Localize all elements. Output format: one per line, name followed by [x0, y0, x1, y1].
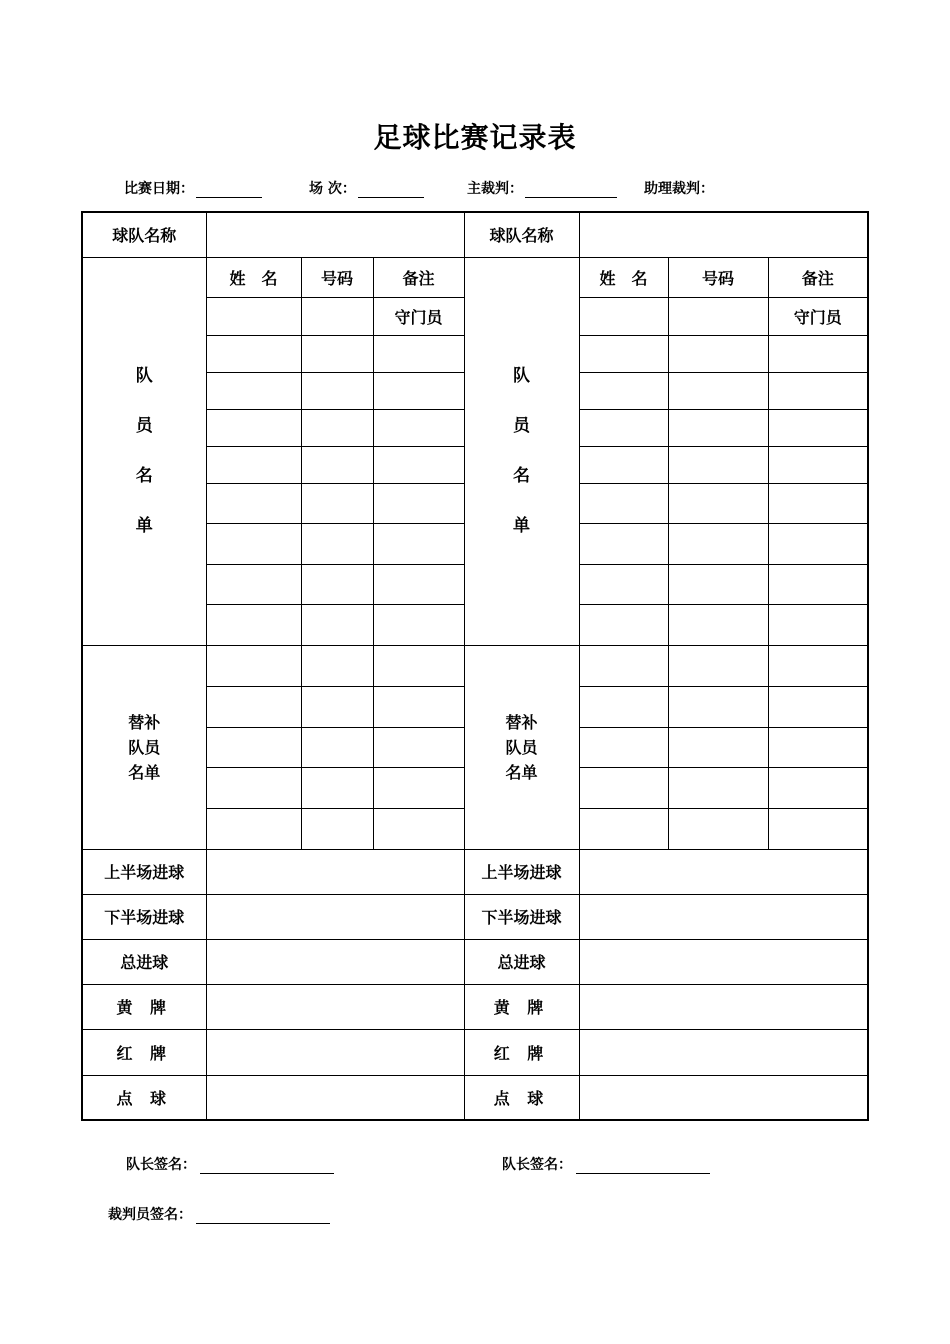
player-number-cell[interactable] [668, 523, 768, 564]
sub-number-cell[interactable] [668, 767, 768, 808]
player-number-cell[interactable] [301, 523, 373, 564]
player-remark-cell[interactable] [768, 335, 868, 372]
page-title: 足球比赛记录表 [373, 121, 577, 154]
sub-remark-cell[interactable] [768, 645, 868, 686]
captain-signature-line-left[interactable] [200, 1159, 334, 1174]
red-card-row [82, 1029, 868, 1075]
sub-remark-cell[interactable] [373, 645, 464, 686]
total-goals-label-right: 总进球 [464, 939, 579, 984]
record-table [81, 211, 869, 1121]
player-number-cell[interactable] [301, 483, 373, 523]
team-name-row [82, 212, 868, 257]
captain-signature-line-right[interactable] [576, 1159, 710, 1174]
player-name-cell[interactable] [206, 523, 301, 564]
player-name-cell[interactable] [206, 446, 301, 483]
player-name-cell[interactable] [579, 297, 668, 335]
player-name-cell[interactable] [579, 483, 668, 523]
captain-signature-label-left: 队长签名： [126, 1157, 196, 1173]
second-half-goals-row [82, 894, 868, 939]
sub-number-cell[interactable] [301, 767, 373, 808]
first-half-goals-label-right: 上半场进球 [464, 849, 579, 894]
player-remark-cell[interactable] [768, 409, 868, 446]
player-remark-cell[interactable] [373, 604, 464, 645]
sub-name-cell[interactable] [579, 727, 668, 767]
referee-blank[interactable] [525, 183, 617, 198]
column-number-right: 号码 [668, 257, 768, 297]
red-card-input-right[interactable] [579, 1029, 868, 1075]
sub-remark-cell[interactable] [768, 767, 868, 808]
team-name-label-left: 球队名称 [82, 212, 206, 257]
sub-number-cell[interactable] [301, 727, 373, 767]
player-remark-cell[interactable] [768, 604, 868, 645]
penalty-input-left[interactable] [206, 1075, 464, 1120]
player-name-cell[interactable] [206, 604, 301, 645]
column-name-left: 姓 名 [206, 257, 301, 297]
red-card-input-left[interactable] [206, 1029, 464, 1075]
player-number-cell[interactable] [668, 409, 768, 446]
referee-label: 主裁判： [467, 181, 523, 197]
penalty-label-left: 点 球 [82, 1075, 206, 1120]
player-name-cell[interactable] [206, 409, 301, 446]
sub-name-cell[interactable] [206, 808, 301, 849]
roster-label-right [464, 257, 579, 645]
yellow-card-input-left[interactable] [206, 984, 464, 1029]
sub-number-cell[interactable] [301, 686, 373, 727]
player-number-cell[interactable] [668, 564, 768, 604]
match-date-blank[interactable] [196, 183, 262, 198]
team-name-input-right[interactable] [579, 212, 868, 257]
sub-name-cell[interactable] [206, 686, 301, 727]
player-remark-cell[interactable] [373, 523, 464, 564]
player-number-cell[interactable] [668, 483, 768, 523]
referee-signature-label: 裁判员签名： [108, 1207, 192, 1223]
goalkeeper-remark-left: 守门员 [373, 297, 464, 335]
player-number-cell[interactable] [301, 297, 373, 335]
player-remark-cell[interactable] [373, 446, 464, 483]
player-name-cell[interactable] [579, 523, 668, 564]
sub-number-cell[interactable] [301, 645, 373, 686]
player-remark-cell[interactable] [768, 372, 868, 409]
second-half-goals-input-right[interactable] [579, 894, 868, 939]
player-remark-cell[interactable] [373, 372, 464, 409]
sub-number-cell[interactable] [668, 808, 768, 849]
sub-remark-cell[interactable] [768, 727, 868, 767]
penalty-input-right[interactable] [579, 1075, 868, 1120]
player-name-cell[interactable] [579, 564, 668, 604]
goalkeeper-remark-right: 守门员 [768, 297, 868, 335]
roster-header-row [82, 257, 868, 297]
sub-name-cell[interactable] [206, 767, 301, 808]
penalty-row [82, 1075, 868, 1120]
player-name-cell[interactable] [579, 446, 668, 483]
sub-remark-cell[interactable] [373, 808, 464, 849]
total-goals-input-right[interactable] [579, 939, 868, 984]
player-number-cell[interactable] [301, 604, 373, 645]
round-blank[interactable] [358, 183, 424, 198]
subs-label-text-right: 替补 队员 名单 [505, 712, 538, 782]
player-number-cell[interactable] [301, 335, 373, 372]
red-card-label-right: 红 牌 [464, 1029, 579, 1075]
sub-remark-cell[interactable] [768, 686, 868, 727]
referee-signature[interactable] [108, 1204, 330, 1224]
player-remark-cell[interactable] [373, 564, 464, 604]
player-name-cell[interactable] [206, 564, 301, 604]
assistant-referee-label: 助理裁判： [644, 181, 714, 197]
team-name-input-left[interactable] [206, 212, 464, 257]
sub-remark-cell[interactable] [373, 767, 464, 808]
sub-number-cell[interactable] [668, 686, 768, 727]
roster-label-text-right: 队 员 名 单 [513, 366, 531, 536]
captain-signature-right[interactable] [502, 1154, 710, 1174]
round-label: 场 次： [309, 181, 356, 197]
player-name-cell[interactable] [579, 335, 668, 372]
sub-number-cell[interactable] [668, 727, 768, 767]
first-half-goals-row [82, 849, 868, 894]
captain-signature-left[interactable] [126, 1154, 334, 1174]
assistant-referee-field[interactable] [644, 178, 714, 198]
referee-signature-line[interactable] [196, 1209, 330, 1224]
player-name-cell[interactable] [206, 483, 301, 523]
sub-remark-cell[interactable] [373, 686, 464, 727]
player-name-cell[interactable] [579, 372, 668, 409]
team-name-label-right: 球队名称 [464, 212, 579, 257]
column-remark-left: 备注 [373, 257, 464, 297]
player-number-cell[interactable] [668, 297, 768, 335]
column-name-right: 姓 名 [579, 257, 668, 297]
player-number-cell[interactable] [668, 446, 768, 483]
captain-signature-label-right: 队长签名： [502, 1157, 572, 1173]
player-name-cell[interactable] [206, 335, 301, 372]
yellow-card-label-right: 黄 牌 [464, 984, 579, 1029]
subs-label-left [82, 645, 206, 849]
sub-remark-cell[interactable] [768, 808, 868, 849]
player-remark-cell[interactable] [768, 523, 868, 564]
sub-name-cell[interactable] [579, 808, 668, 849]
player-remark-cell[interactable] [373, 335, 464, 372]
red-card-label-left: 红 牌 [82, 1029, 206, 1075]
player-name-cell[interactable] [206, 297, 301, 335]
sub-number-cell[interactable] [301, 808, 373, 849]
yellow-card-input-right[interactable] [579, 984, 868, 1029]
column-number-left: 号码 [301, 257, 373, 297]
sub-name-cell[interactable] [579, 686, 668, 727]
player-name-cell[interactable] [206, 372, 301, 409]
player-number-cell[interactable] [668, 335, 768, 372]
column-remark-right: 备注 [768, 257, 868, 297]
player-number-cell[interactable] [668, 604, 768, 645]
player-remark-cell[interactable] [373, 409, 464, 446]
sub-name-cell[interactable] [579, 767, 668, 808]
player-name-cell[interactable] [579, 409, 668, 446]
player-remark-cell[interactable] [768, 483, 868, 523]
subs-label-right [464, 645, 579, 849]
second-half-goals-input-left[interactable] [206, 894, 464, 939]
total-goals-label-left: 总进球 [82, 939, 206, 984]
sub-name-cell[interactable] [206, 645, 301, 686]
player-number-cell[interactable] [301, 564, 373, 604]
yellow-card-label-left: 黄 牌 [82, 984, 206, 1029]
match-date-label: 比赛日期： [124, 181, 194, 197]
sub-number-cell[interactable] [668, 645, 768, 686]
match-date-field[interactable] [124, 178, 262, 198]
yellow-card-row [82, 984, 868, 1029]
roster-label-text-left: 队 员 名 单 [135, 366, 153, 536]
total-goals-row [82, 939, 868, 984]
first-half-goals-input-right[interactable] [579, 849, 868, 894]
total-goals-input-left[interactable] [206, 939, 464, 984]
first-half-goals-label-left: 上半场进球 [82, 849, 206, 894]
second-half-goals-label-left: 下半场进球 [82, 894, 206, 939]
referee-field[interactable] [467, 178, 617, 198]
second-half-goals-label-right: 下半场进球 [464, 894, 579, 939]
player-number-cell[interactable] [668, 372, 768, 409]
sub-name-cell[interactable] [579, 645, 668, 686]
player-number-cell[interactable] [301, 446, 373, 483]
sub-remark-cell[interactable] [373, 727, 464, 767]
player-number-cell[interactable] [301, 409, 373, 446]
player-number-cell[interactable] [301, 372, 373, 409]
roster-label-left [82, 257, 206, 645]
round-field[interactable] [309, 178, 424, 198]
player-remark-cell[interactable] [373, 483, 464, 523]
player-remark-cell[interactable] [768, 564, 868, 604]
subs-row [82, 645, 868, 686]
player-name-cell[interactable] [579, 604, 668, 645]
sub-name-cell[interactable] [206, 727, 301, 767]
penalty-label-right: 点 球 [464, 1075, 579, 1120]
first-half-goals-input-left[interactable] [206, 849, 464, 894]
player-remark-cell[interactable] [768, 446, 868, 483]
subs-label-text-left: 替补 队员 名单 [128, 712, 161, 782]
